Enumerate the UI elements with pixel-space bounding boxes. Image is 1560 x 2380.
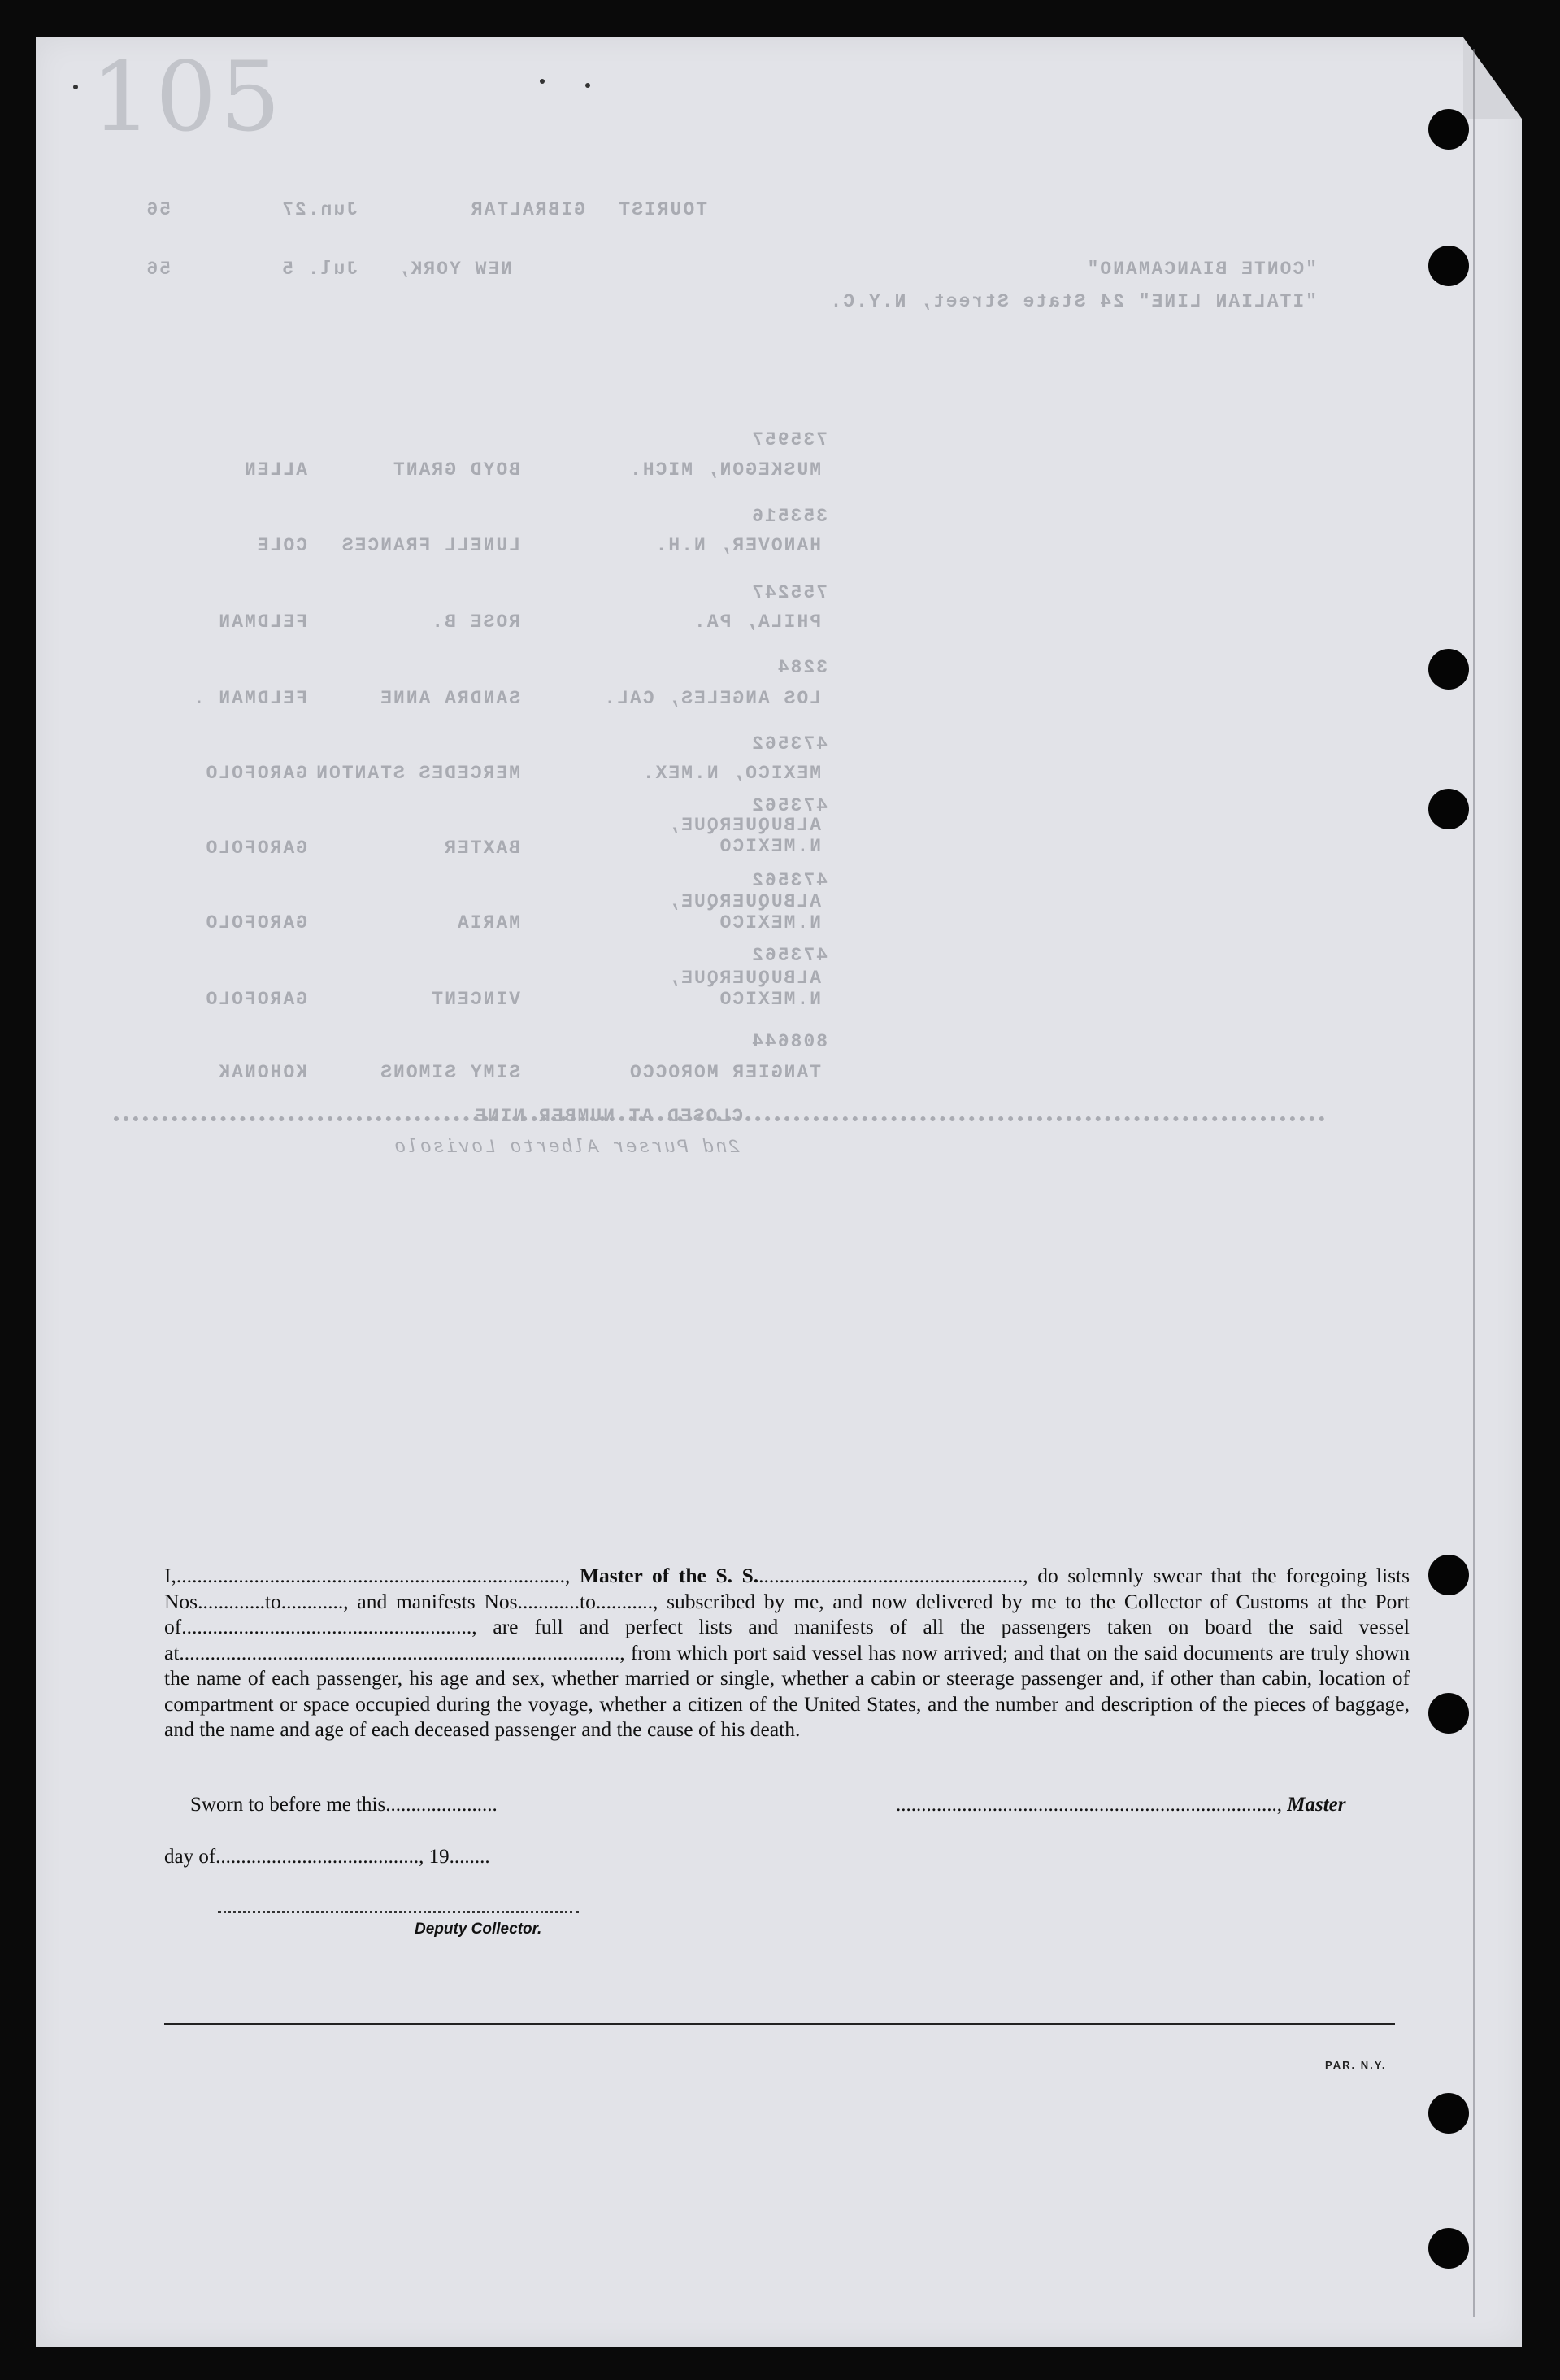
master-dots: ..........................................................................., [896, 1794, 1288, 1816]
oath-paragraph [164, 1563, 1410, 1743]
oath-text-body: ..................................................., do solemnly swear that the foregoing lists Nos.............to............, and manifests Nos............to..........., subscribed by me, and now delivered by me to the Collector of Customs at the Port of........................................................, are full and perfect lists and manifests of all the passengers taken on board the said vessel at....................................................................................., from which port said vessel has now arrived; and that on the said documents are truly shown the name of each passenger, his age and sex, whether married or single, whether a cabin or steerage passenger and, if other than cabin, location of compartment or space occupied during the voyage, whether a citizen of the United States, and the number and description of the pieces of baggage, and the name and age of each deceased passenger and the cause of his death. [164, 1564, 1410, 1741]
binder-hole [1428, 649, 1469, 690]
passenger-number: 735957 [750, 429, 828, 450]
deputy-collector-label: Deputy Collector. [415, 1921, 542, 1938]
master-signature-line [896, 1794, 1345, 1817]
passenger-address: HANOVER, N.H. [654, 535, 821, 556]
arrival-year: 56 [145, 259, 171, 280]
dashed-separator [114, 1116, 1325, 1121]
binder-hole [1428, 2093, 1469, 2134]
voyage-date: Jun.27 [280, 199, 358, 220]
binder-hole [1428, 109, 1469, 150]
arrival-port: NEW YORK, [396, 259, 512, 280]
passenger-address: LOS ANGELES, CAL. [602, 688, 821, 709]
voyage-port: GIBRALTAR [469, 199, 585, 220]
master-of-label: Master of the S. S. [579, 1564, 759, 1587]
passenger-number: 755247 [750, 582, 828, 603]
passenger-given-name: VINCENT [430, 989, 520, 1010]
passenger-surname: KOHONAK [217, 1062, 307, 1083]
passenger-given-name: LUNELL FRANCES [340, 535, 520, 556]
binder-hole [1428, 1693, 1469, 1734]
line-address: "ITALIAN LINE" 24 State Street, N.Y.C. [828, 291, 1317, 312]
passenger-address: MUSKEGON, MICH. [628, 459, 821, 481]
passenger-number: 353516 [750, 506, 828, 527]
bottom-rule [164, 2023, 1395, 2025]
passenger-address: ALBUQUERQUE, N.MEXICO [667, 891, 821, 933]
passenger-given-name: ROSE B. [430, 611, 520, 633]
passenger-number: 473562 [750, 733, 828, 755]
passenger-address: TANGIER MOROCCO [628, 1062, 821, 1083]
passenger-number: 473562 [750, 945, 828, 966]
master-label: Master [1287, 1794, 1346, 1816]
deputy-signature-line [218, 1911, 579, 1913]
passenger-surname: ALLEN [242, 459, 307, 481]
passenger-number: 473562 [750, 870, 828, 891]
closing-line: CLOSED AT NUMBER NINE [468, 1106, 748, 1127]
passenger-number: 808644 [750, 1031, 828, 1052]
passenger-number: 473562 [750, 795, 828, 816]
voyage-year: 56 [145, 199, 171, 220]
arrival-date: Jul. 5 [280, 259, 358, 280]
passenger-given-name: BOYD GRANT [391, 459, 520, 481]
passenger-given-name: SANDRA ANNE [379, 688, 520, 709]
passenger-surname: FELDMAN . [191, 688, 307, 709]
passenger-given-name: MARIA [455, 912, 520, 933]
voyage-class: TOURIST [617, 199, 707, 220]
passenger-given-name: SIMY SIMONS [379, 1062, 520, 1083]
passenger-surname: GAROFOLO [204, 989, 307, 1010]
passenger-surname: GAROFOLO [204, 838, 307, 859]
passenger-surname: FELDMAN [217, 611, 307, 633]
passenger-given-name: MERCEDES STANTON [315, 763, 520, 784]
passenger-address: ALBUQUERQUE, N.MEXICO [667, 815, 821, 857]
binder-hole [1428, 1555, 1469, 1595]
passenger-address: ALBUQUERQUE, N.MEXICO [667, 968, 821, 1010]
passenger-number: 3284 [776, 657, 828, 678]
passenger-given-name: BAXTER [443, 838, 520, 859]
passenger-address: MEXICO, N.MEX. [641, 763, 821, 784]
ship-name: "CONTE BIANCAMANO" [1085, 259, 1317, 280]
printer-mark: PAR. N.Y. [1325, 2059, 1387, 2071]
day-of-line: day of........................................, 19........ [164, 1846, 490, 1868]
binder-hole [1428, 789, 1469, 829]
page-number: 105 [91, 41, 285, 153]
passenger-surname: GAROFOLO [204, 763, 307, 784]
passenger-surname: GAROFOLO [204, 912, 307, 933]
binder-hole [1428, 2228, 1469, 2269]
oath-text-start: I,..........................................................................., [164, 1564, 580, 1587]
sworn-before-line: Sworn to before me this...................... [190, 1794, 498, 1816]
passenger-address: PHILA, PA. [692, 611, 821, 633]
passenger-surname: COLE [255, 535, 307, 556]
binder-hole [1428, 246, 1469, 286]
purser-signature: 2nd Purser Alberto Lovisolo [393, 1137, 740, 1158]
